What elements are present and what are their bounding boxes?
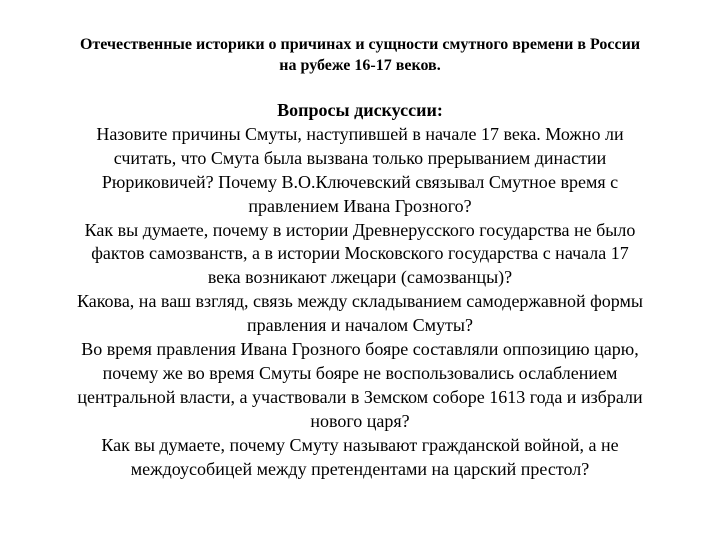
question-text-line: центральной власти, а участвовали в Земском соборе 1613 года и избрали	[77, 386, 643, 407]
question-text-line: фактов самозванств, а в истории Московского государства с начала 17	[91, 243, 629, 264]
discussion-heading: Вопросы дискуссии:	[277, 100, 443, 120]
title-line-2: на рубеже 16-17 веков.	[279, 57, 441, 74]
title-line-1: Отечественные историки о причинах и сущности смутного времени в России	[79, 36, 641, 53]
question-text-line: Назовите причины Смуты, наступившей в начале 17 века. Можно ли	[96, 123, 624, 144]
discussion-questions	[20, 99, 700, 482]
question-text-line: правлением Ивана Грозного?	[248, 195, 472, 216]
question-text-line: почему же во время Смуты бояре не воспользовались ослаблением	[102, 362, 618, 383]
question-text-line: Рюриковичей? Почему В.О.Ключевский связывал Смутное время с	[101, 171, 619, 192]
question-text-line: считать, что Смута была вызвана только прерыванием династии	[113, 147, 607, 168]
question-text-line: Как вы думаете, почему Смуту называют гражданской войной, а не	[101, 434, 619, 455]
slide-title	[30, 34, 690, 76]
question-text-line: Во время правления Ивана Грозного бояре составляли оппозицию царю,	[81, 339, 639, 360]
question-text-line: правления и началом Смуты?	[246, 315, 473, 336]
question-text-line: нового царя?	[310, 410, 410, 431]
question-text-line: века возникают лжецари (самозванцы)?	[207, 267, 513, 288]
question-text-line: Как вы думаете, почему в истории Древнерусского государства не было	[84, 219, 636, 240]
question-text-line: Какова, на ваш взгляд, связь между складыванием самодержавной формы	[76, 291, 644, 312]
question-text-line: междоусобицей между претендентами на царский престол?	[130, 458, 590, 479]
